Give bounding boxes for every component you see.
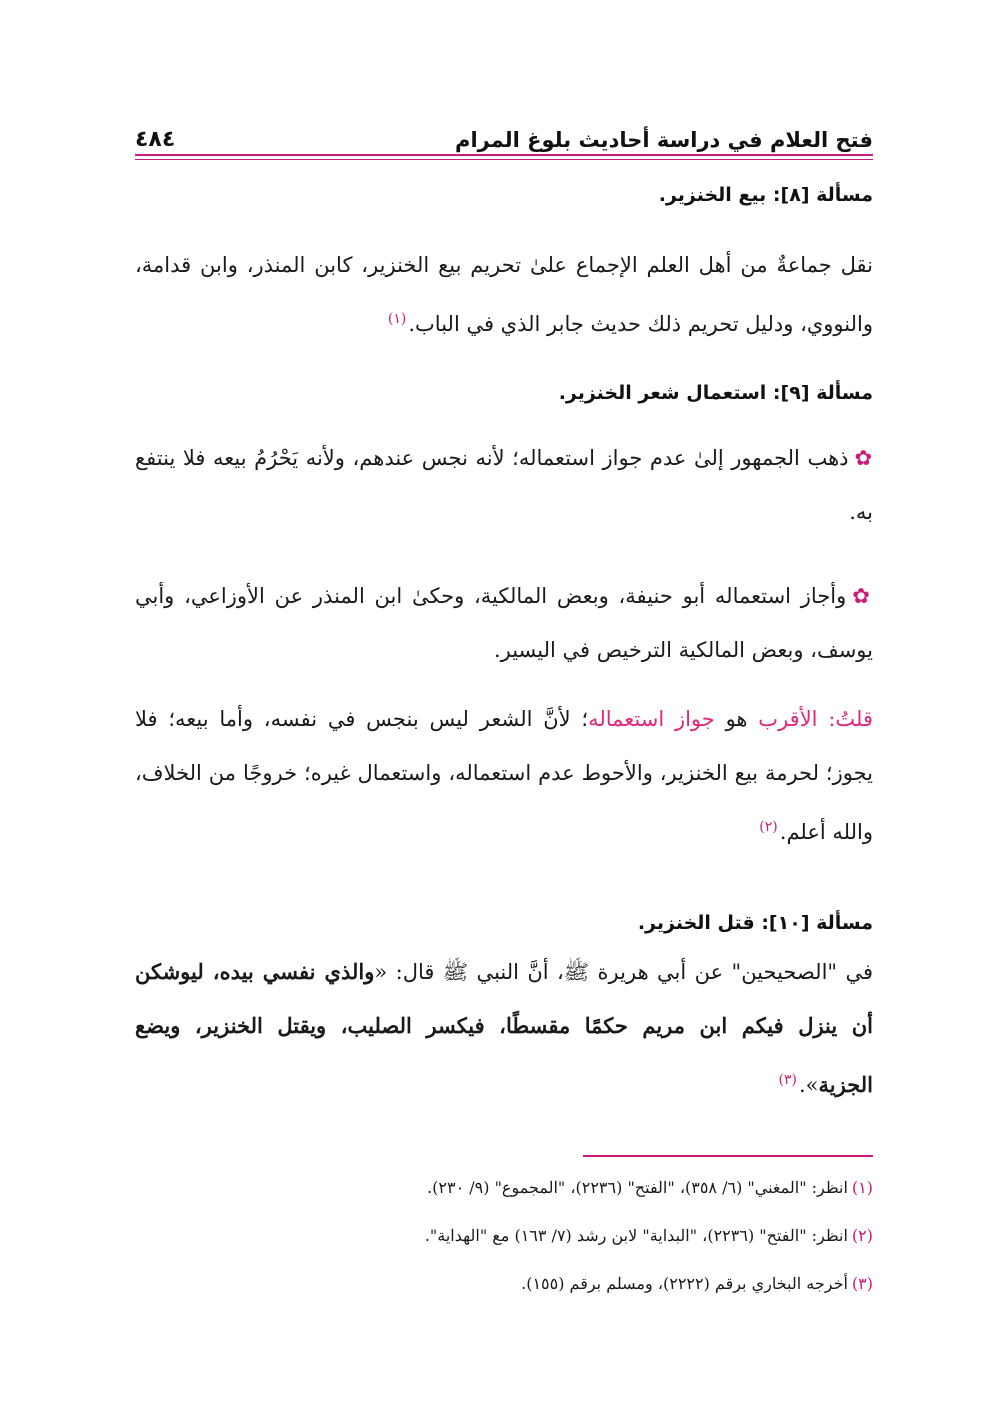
issue-label: مسألة [١٠]: (761, 912, 873, 934)
paragraph-4 (135, 692, 873, 859)
issue-title: بيع الخنزير. (658, 184, 767, 206)
running-header (135, 118, 873, 152)
footnote-ref-3[interactable]: (٣) (778, 1072, 797, 1088)
footnote-separator (583, 1155, 873, 1157)
paragraph-5 (135, 945, 873, 1112)
aqrab-word: الأقرب (758, 707, 818, 731)
paragraph-text: ذهب الجمهور إلىٰ عدم جواز استعماله؛ لأنه نجس عندهم، ولأنه يَحْرُمُ بيعه فلا ينتفع به. (135, 446, 873, 524)
issue-label: مسألة [٨]: (772, 184, 873, 206)
footnote-1 (135, 1176, 873, 1200)
footnote-2 (135, 1224, 873, 1248)
footnote-text: أخرجه البخاري برقم (٢٢٢٢)، ومسلم برقم (١٥٥). (521, 1274, 848, 1293)
footnote-ref-2[interactable]: (٢) (759, 819, 778, 835)
qult-label: قلتُ: (828, 707, 873, 731)
paragraph-text: وأجاز استعماله أبو حنيفة، وبعض المالكية، وحكىٰ ابن المنذر عن الأوزاعي، وأبي يوسف، وبعض المالكية الترخيص في اليسير. (135, 584, 873, 662)
footnote-number: (١) (851, 1178, 873, 1197)
hadith-intro: في "الصحيحين" عن أبي هريرة ﷺ، أنَّ النبي ﷺ قال: « (374, 960, 873, 984)
header-rule-thin (135, 159, 873, 160)
issue-heading-10 (135, 912, 873, 934)
issue-heading-8 (135, 184, 873, 206)
book-title: فتح العلام في دراسة أحاديث بلوغ المرام (455, 128, 873, 152)
paragraph-text: ؛ لأنَّ الشعر ليس بنجس في نفسه، وأما بيعه؛ فلا يجوز؛ لحرمة بيع الخنزير، والأحوط عدم استعماله، واستعمال غيره؛ خروجًا من الخلاف، والله أعلم. (135, 707, 873, 844)
paragraph-3 (135, 569, 873, 677)
footnote-3 (135, 1272, 873, 1296)
footnote-number: (٢) (851, 1226, 873, 1245)
issue-title: قتل الخنزير. (637, 912, 755, 934)
footnote-ref-1[interactable]: (١) (387, 311, 407, 327)
issue-heading-9 (135, 382, 873, 404)
flower-bullet-icon: ✿ (852, 584, 873, 608)
issue-label: مسألة [٩]: (772, 382, 873, 404)
footnote-text: انظر: "الفتح" (٢٢٣٦)، "البداية" لابن رشد (٧/ ١٦٣) مع "الهداية". (424, 1226, 848, 1245)
paragraph-text: نقل جماعةٌ من أهل العلم الإجماع علىٰ تحريم بيع الخنزير، كابن المنذر، وابن قدامة، والنووي، ودليل تحريم ذلك حديث جابر الذي في الباب. (135, 253, 873, 336)
header-rule-thick (135, 154, 873, 156)
paragraph-1 (135, 238, 873, 351)
hu-word: هو (725, 707, 748, 731)
page-number: ٤٨٤ (135, 127, 176, 152)
footnote-text: انظر: "المغني" (٦/ ٣٥٨)، "الفتح" (٢٢٣٦)، "المجموع" (٩/ ٢٣٠). (427, 1178, 848, 1197)
flower-bullet-icon: ✿ (854, 446, 873, 470)
hadith-outro: ». (798, 1073, 819, 1097)
hadith-text: والذي نفسي بيده، ليوشكن أن ينزل فيكم ابن مريم حكمًا مقسطًا، فيكسر الصليب، ويقتل الخنزير، ويضع الجزية (135, 959, 873, 1097)
paragraph-2 (135, 431, 873, 539)
issue-title: استعمال شعر الخنزير. (558, 382, 767, 404)
jawaz-phrase: جواز استعماله (588, 707, 715, 731)
footnote-number: (٣) (851, 1274, 873, 1293)
